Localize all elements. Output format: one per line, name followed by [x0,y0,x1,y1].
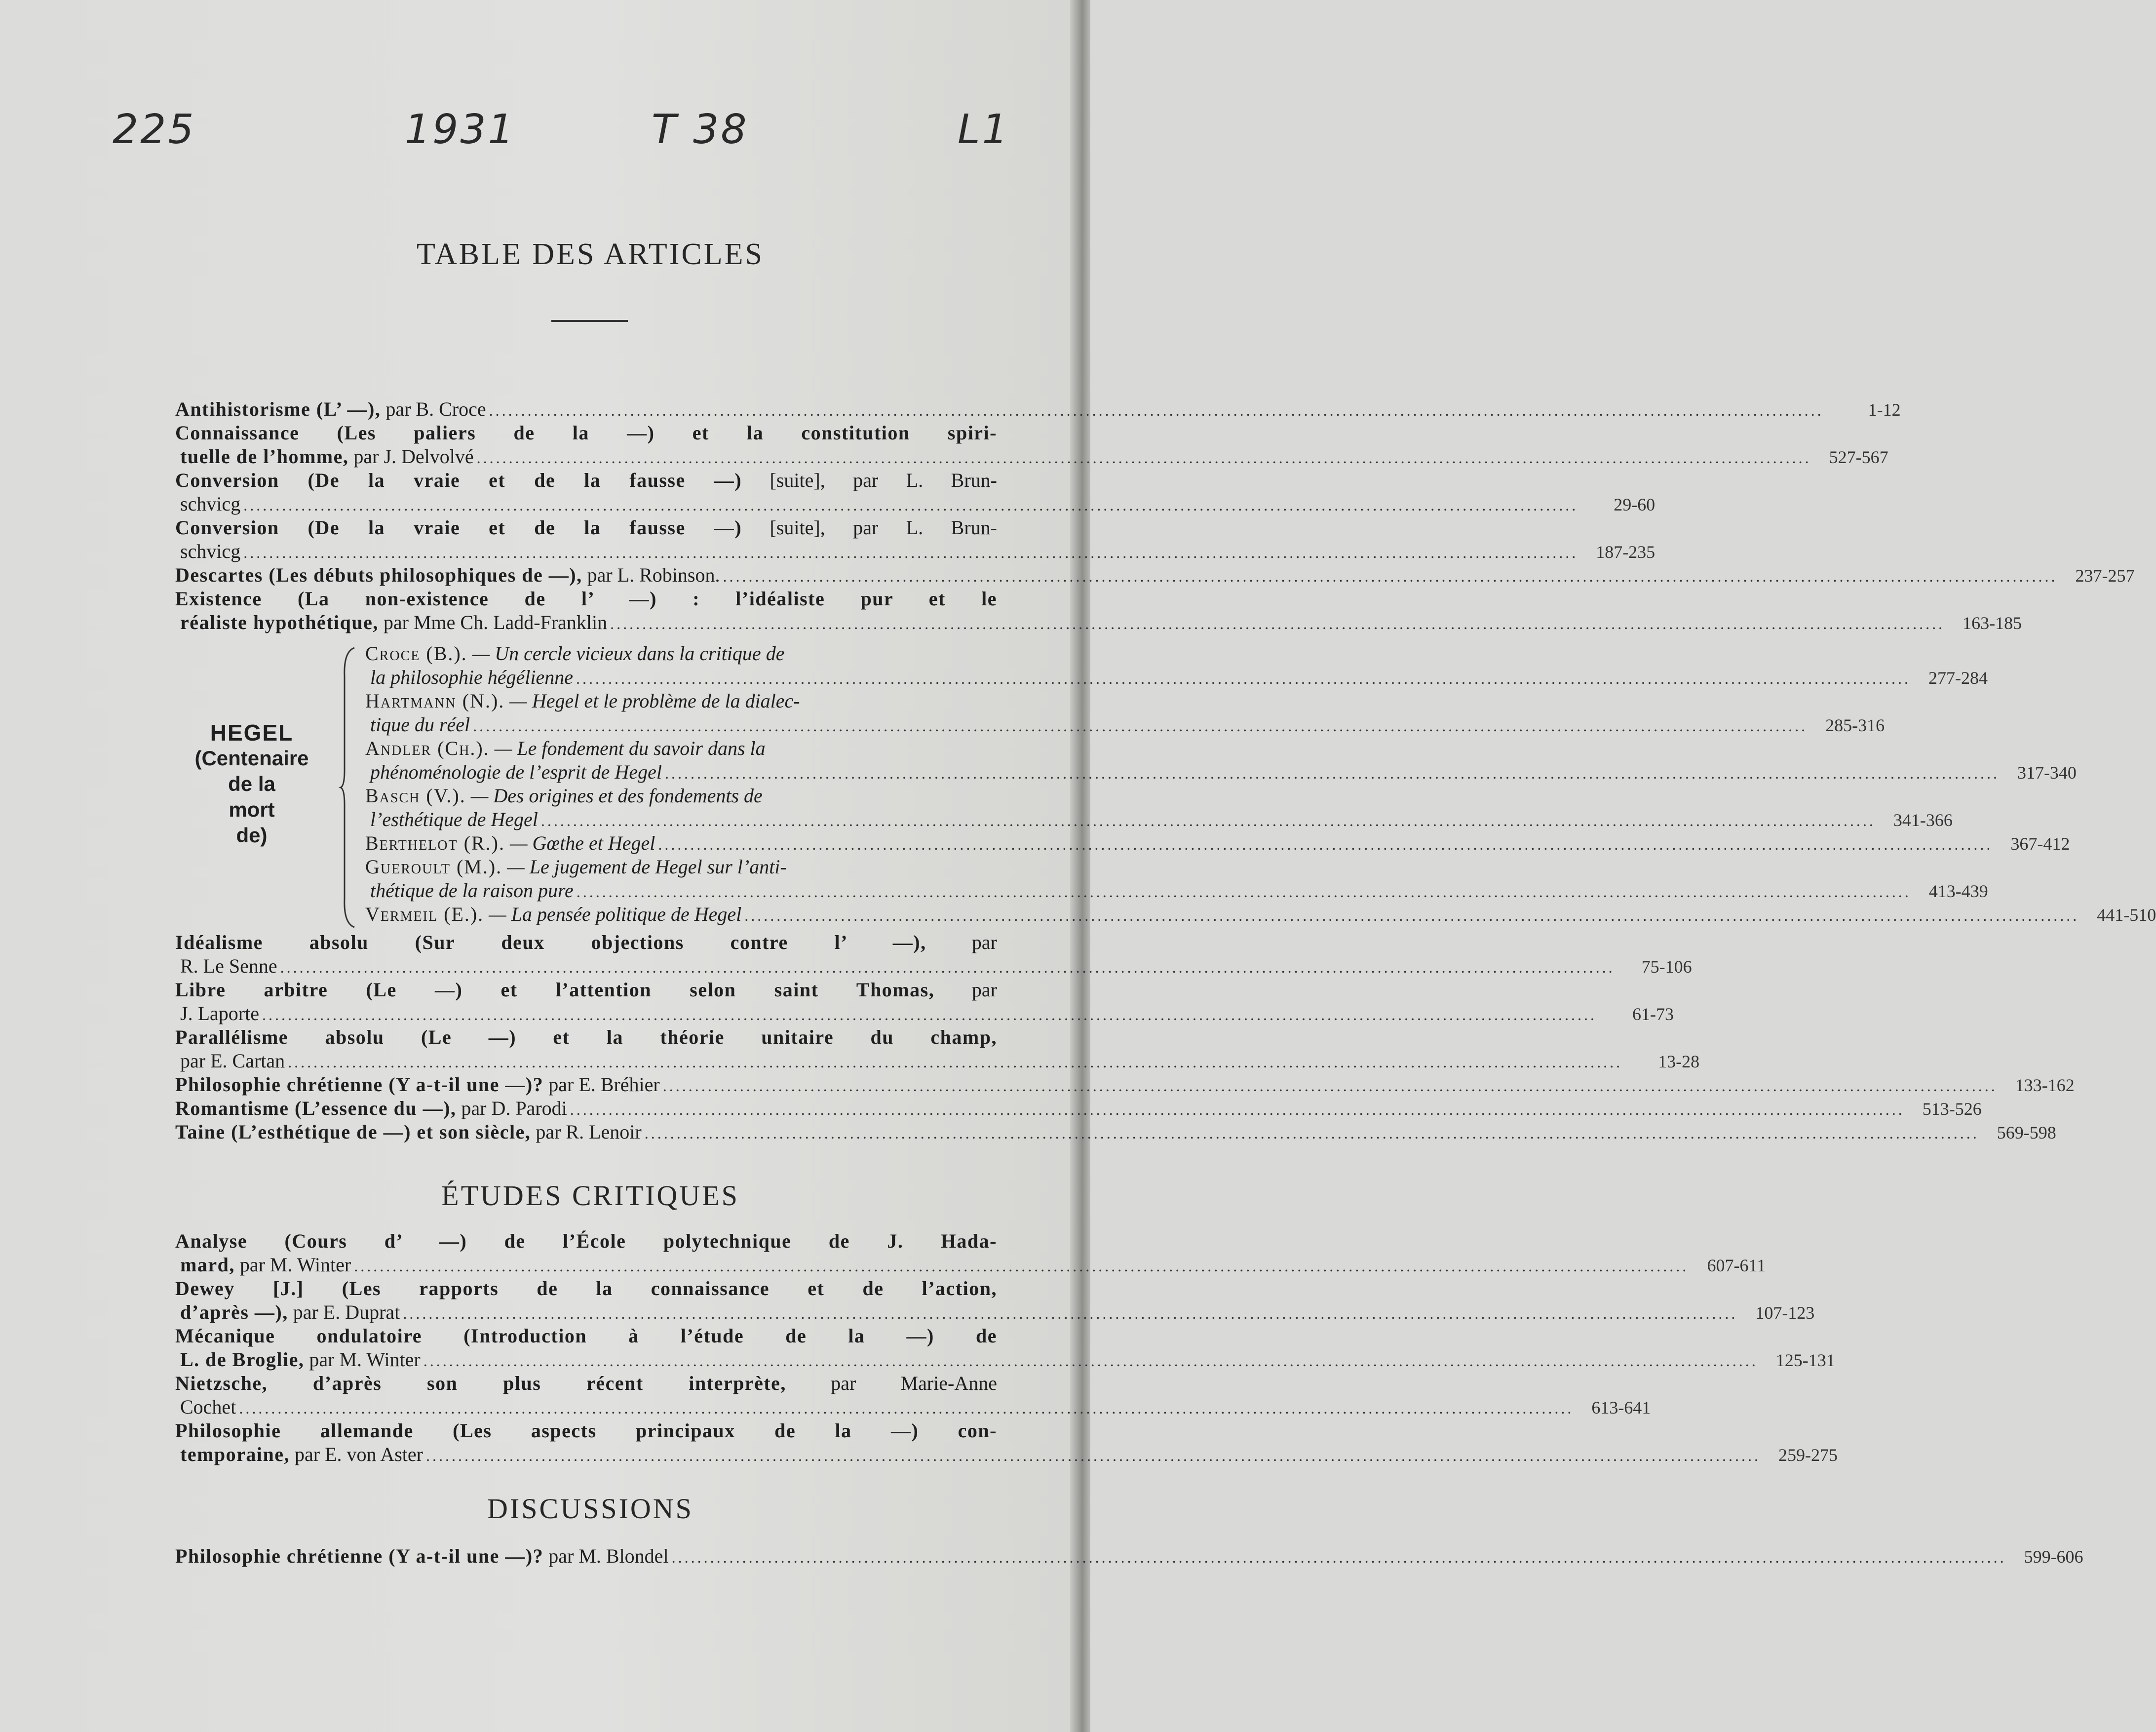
article-line [175,1002,1674,1025]
etude-line [175,1395,1651,1419]
article-text [175,563,720,587]
etude-line [175,1229,997,1253]
etude-line [175,1277,997,1300]
etude-page: 259-275 [1778,1445,1838,1465]
etude-text [180,1348,421,1372]
etude-text [180,1253,351,1277]
hegel-author: Gueroult (M.). [365,856,502,878]
etude-text [175,1324,997,1348]
leader-dots [672,1545,2006,1569]
leader-dots [424,1349,1758,1373]
hegel-author: Basch (V.). [365,785,466,807]
hegel-line [365,666,1988,689]
hegel-line [365,903,2156,926]
article-entry [175,1097,1982,1120]
article-heading: Libre arbitre (Le —) et l’attention selon saint Thomas, [175,979,935,1001]
leader-dots [354,1254,1689,1278]
article-author: par E. Bréhier [543,1073,660,1096]
article-line [175,954,1692,978]
leader-dots [610,612,1945,635]
article-line [175,1025,997,1049]
leader-dots [403,1301,1737,1325]
handwritten-note-1: 225 [113,106,196,153]
article-text [175,397,486,421]
hegel-page: 341-366 [1893,810,1953,830]
article-entry [175,978,1674,1025]
hegel-brace [340,647,359,928]
etude-text [175,1229,997,1253]
hegel-entry [365,903,2156,926]
hegel-entry [365,642,1988,689]
article-line [175,397,1901,421]
article-author: R. Le Senne [180,955,277,977]
article-line [175,516,997,540]
etude-page: 607-611 [1707,1256,1766,1275]
article-heading: réaliste hypothétique, [180,611,379,633]
leader-dots [243,493,1578,517]
article-entry [175,931,1692,978]
discussion-text [175,1544,669,1568]
hegel-title: — Hegel et le problème de la dialec- [504,690,800,712]
section-discussions: DISCUSSIONS [487,1493,693,1525]
article-page: 133-162 [2015,1075,2075,1095]
hegel-title: — Des origines et des fondements de [465,785,763,807]
article-author: [suite], par L. Brun- [742,516,997,539]
article-line [175,1049,1700,1073]
article-text [180,445,474,469]
hegel-label-5: de) [236,824,268,847]
article-line [175,1073,2075,1097]
article-heading: Descartes (Les débuts philosophiques de —), [175,564,582,586]
etude-heading: d’après —), [180,1301,288,1323]
article-line [175,611,2022,634]
hegel-label-3: de la [228,772,275,795]
article-text [175,587,997,611]
article-author: par L. Robinson. [582,564,720,586]
etude-text [180,1300,400,1324]
article-page: 527-567 [1829,447,1888,467]
article-line [175,421,997,445]
article-page: 13-28 [1658,1052,1700,1071]
etude-heading: L. de Broglie, [180,1348,305,1371]
article-heading: Idéalisme absolu (Sur deux objections contre l’ —), [175,931,926,953]
leader-dots [645,1121,1979,1145]
hegel-text [365,737,997,760]
article-line [175,587,997,611]
etude-text [175,1372,997,1395]
article-line [175,1097,1982,1120]
article-text [175,1120,642,1144]
article-line [175,469,997,492]
etude-heading: temporaine, [180,1443,290,1465]
leader-dots [541,809,1876,832]
etude-page: 107-123 [1755,1303,1815,1323]
etude-heading: Philosophie allemande (Les aspects principaux de la —) con- [175,1419,997,1442]
page-title: TABLE DES ARTICLES [417,237,764,271]
article-page: 187-235 [1596,542,1656,562]
etude-page: 125-131 [1775,1350,1835,1370]
article-author: schvicg [180,540,241,562]
leader-dots [489,398,1824,422]
leader-dots [744,904,2079,927]
hegel-label-2: (Centenaire [194,747,309,770]
article-entry [175,516,1656,563]
article-author: [suite], par L. Brun- [742,469,997,491]
article-heading: tuelle de l’homme, [180,445,349,468]
etude-author: par M. Winter [304,1348,421,1371]
leader-dots [280,955,1615,979]
etude-entry [175,1324,1835,1372]
hegel-title: — Le fondement du savoir dans la [489,737,766,759]
hegel-text [365,642,997,666]
title-rule [551,320,628,322]
hegel-label-1: HEGEL [210,720,294,746]
etude-page: 613-641 [1591,1398,1651,1417]
leader-dots [665,761,2000,785]
article-entry [175,421,1888,469]
etude-text [175,1277,997,1300]
article-heading: Taine (L’esthétique de —) et son siècle, [175,1121,531,1143]
article-line [175,978,997,1002]
article-page: 569-598 [1997,1123,2056,1142]
article-text [180,954,277,978]
leader-dots [473,714,1808,738]
hegel-page: 277-284 [1928,668,1988,688]
article-heading: Conversion (De la vraie et de la fausse —) [175,469,742,491]
discussion-line [175,1544,2083,1568]
article-text [175,1073,660,1097]
hegel-title-cont: tique du réel [370,713,470,736]
etude-author: par Marie-Anne [786,1372,998,1394]
article-line [175,445,1888,469]
etude-entry [175,1372,1651,1419]
article-heading: Existence (La non-existence de l’ —) : l’idéaliste pur et le [175,588,997,610]
article-author: schvicg [180,493,241,515]
etude-line [175,1443,1838,1466]
hegel-label [178,720,326,848]
article-page: 75-106 [1641,957,1692,977]
hegel-author: Croce (B.). [365,642,467,665]
etude-line [175,1253,1766,1277]
article-author: par B. Croce [381,398,486,420]
article-line [175,492,1656,516]
etude-heading: Dewey [J.] (Les rapports de la connaissance et de l’action, [175,1277,997,1299]
hegel-line [365,689,997,713]
leader-dots [723,564,2057,588]
article-author: par J. Delvolvé [348,445,474,468]
article-heading: Antihistorisme (L’ —), [175,398,381,420]
hegel-line [365,760,2077,784]
article-text [180,611,607,634]
article-entry [175,397,1901,421]
article-heading: Romantisme (L’essence du —), [175,1097,457,1119]
etude-author: par E. Duprat [288,1301,400,1323]
hegel-title-cont: phénoménologie de l’esprit de Hegel [370,761,662,783]
article-line [175,1120,2056,1144]
hegel-title: — Gœthe et Hegel [504,832,655,854]
discussion-page: 599-606 [2024,1547,2083,1567]
hegel-title-cont: l’esthétique de Hegel [370,808,538,830]
article-author: J. Laporte [180,1002,259,1024]
article-author: par R. Lenoir [531,1121,642,1143]
article-text [180,540,240,563]
etude-heading: Nietzsche, d’après son plus récent interprète, [175,1372,786,1394]
hegel-line [365,737,997,760]
etude-heading: mard, [180,1254,235,1276]
hegel-text [365,784,997,808]
article-entry [175,1120,2056,1144]
leader-dots [243,541,1578,564]
article-author: par D. Parodi [456,1097,567,1119]
article-page: 1-12 [1868,400,1901,420]
article-entry [175,1025,1700,1073]
handwritten-note-4: L1 [958,106,1010,153]
article-author: par [926,931,997,953]
article-text [180,1049,285,1073]
article-author: par Mme Ch. Ladd-Franklin [378,611,608,633]
hegel-title: — La pensée politique de Hegel [484,903,742,925]
hegel-page: 317-340 [2017,763,2077,783]
discussion-author: par M. Blondel [543,1545,669,1567]
handwritten-note-3: T 38 [652,106,749,153]
article-text [175,469,997,492]
article-text [175,421,997,445]
hegel-page: 285-316 [1825,715,1885,735]
hegel-author: Vermeil (E.). [365,903,484,925]
hegel-entry [365,831,2070,855]
section-etudes-critiques: ÉTUDES CRITIQUES [441,1180,739,1212]
hegel-label-4: mort [229,798,275,821]
article-author: par [934,979,997,1001]
article-line [175,931,997,954]
etude-author: par E. von Aster [290,1443,423,1465]
hegel-author: Hartmann (N.). [365,690,505,712]
discussions-list [175,1544,2083,1568]
hegel-line [365,831,2070,855]
hegel-line [365,784,997,808]
leader-dots [288,1050,1622,1074]
etude-text [175,1419,997,1443]
article-text [175,516,997,540]
hegel-title: — Le jugement de Hegel sur l’anti- [502,856,787,878]
hegel-page: 367-412 [2010,834,2070,854]
article-text [175,931,997,954]
discussion-entry [175,1544,2083,1568]
etude-heading: Analyse (Cours d’ —) de l’École polytechnique de J. Hada- [175,1230,997,1252]
article-text [175,1097,567,1120]
etude-heading: Mécanique ondulatoire (Introduction à l’étude de la —) de [175,1325,997,1347]
handwritten-note-2: 1931 [405,106,516,153]
leader-dots [477,446,1811,470]
article-page: 61-73 [1632,1004,1674,1024]
article-text [175,978,997,1002]
etude-line [175,1300,1815,1324]
leader-dots [577,880,1911,904]
hegel-line [365,855,997,879]
hegel-entry [365,737,2077,784]
hegel-title-cont: thétique de la raison pure [370,879,574,902]
etudes-list [175,1229,1838,1466]
hegel-line [365,642,997,666]
articles-list-2 [175,931,2075,1144]
etude-line [175,1348,1835,1372]
hegel-author: Berthelot (R.). [365,832,505,854]
leader-dots [426,1444,1761,1467]
leader-dots [570,1098,1905,1121]
hegel-text [365,855,997,879]
etude-line [175,1372,997,1395]
article-heading: Philosophie chrétienne (Y a-t-il une —)? [175,1073,544,1096]
hegel-text [365,831,655,855]
article-text [175,1025,997,1049]
discussion-heading: Philosophie chrétienne (Y a-t-il une —)? [175,1545,544,1567]
hegel-text [365,903,741,926]
etude-text [180,1395,236,1419]
etude-line [175,1324,997,1348]
article-page: 29-60 [1614,495,1656,514]
article-page: 513-526 [1922,1099,1982,1119]
leader-dots [239,1396,1574,1420]
etude-author: par M. Winter [234,1254,351,1276]
articles-list [175,397,2135,634]
hegel-title: — Un cercle vicieux dans la critique de [467,642,785,665]
leader-dots [262,1003,1597,1026]
article-text [180,1002,259,1025]
article-heading: Conversion (De la vraie et de la fausse —) [175,516,742,539]
hegel-line [365,879,1988,903]
article-page: 163-185 [1963,613,2022,633]
etude-entry [175,1277,1815,1324]
article-entry [175,587,2022,634]
hegel-page: 441-510 [2097,905,2156,925]
hegel-text [365,689,997,713]
hegel-line [365,713,1885,737]
article-page: 237-257 [2075,566,2135,586]
hegel-entry [365,855,1988,903]
article-entry [175,563,2135,587]
article-entry [175,469,1656,516]
leader-dots [658,832,1993,856]
etude-entry [175,1419,1838,1466]
leader-dots [576,667,1911,690]
hegel-entry [365,784,1953,831]
hegel-author: Andler (Ch.). [365,737,490,759]
etude-author: Cochet [180,1396,236,1418]
article-text [180,492,240,516]
article-line [175,563,2135,587]
etude-entry [175,1229,1766,1277]
hegel-title-cont: la philosophie hégélienne [370,666,574,688]
article-author: par E. Cartan [180,1050,285,1072]
etude-text [180,1443,423,1466]
hegel-entry [365,689,1885,737]
article-entry [175,1073,2075,1097]
hegel-page: 413-439 [1928,881,1988,901]
article-line [175,540,1656,563]
leader-dots [663,1074,1998,1098]
article-heading: Parallélisme absolu (Le —) et la théorie unitaire du champ, [175,1026,997,1048]
hegel-list [365,642,2156,926]
article-heading: Connaissance (Les paliers de la —) et la constitution spiri- [175,422,997,444]
etude-line [175,1419,997,1443]
hegel-line [365,808,1953,831]
